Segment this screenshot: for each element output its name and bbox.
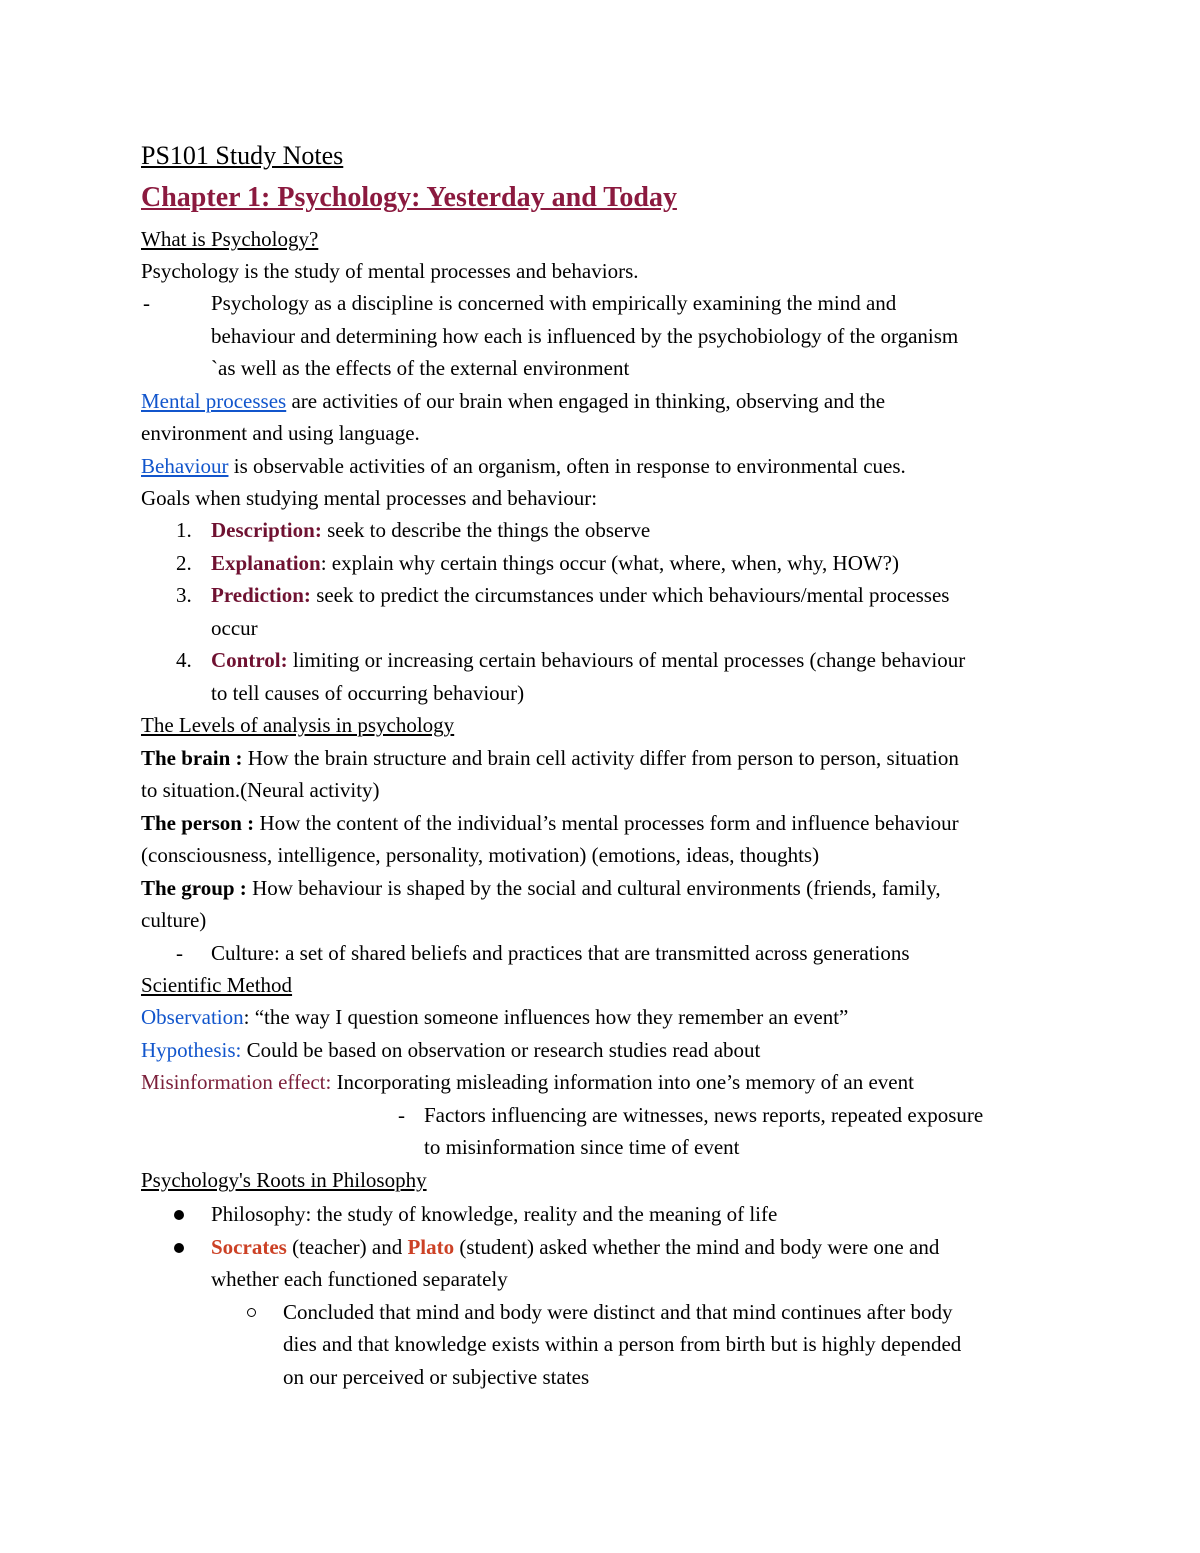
section-heading-what-is-psychology: What is Psychology? xyxy=(141,227,319,251)
dash-marker: - xyxy=(398,1103,405,1127)
hollow-bullet-icon xyxy=(247,1308,256,1317)
goal-item-prediction-continued: occur xyxy=(211,616,258,640)
discipline-line: behaviour and determining how each is influenced by the psychobiology of the organism xyxy=(211,324,959,348)
level-person: The person : How the content of the individual’s mental processes form and influence behaviour xyxy=(141,811,959,835)
goals-intro: Goals when studying mental processes and behaviour: xyxy=(141,486,598,510)
level-brain: The brain : How the brain structure and brain cell activity differ from person to person, situation xyxy=(141,746,959,770)
list-number: 2. xyxy=(176,551,192,575)
level-group-continued: culture) xyxy=(141,908,207,932)
level-group: The group : How behaviour is shaped by the social and cultural environments (friends, family, xyxy=(141,876,941,900)
behaviour-link[interactable]: Behaviour xyxy=(141,454,229,478)
behaviour-paragraph: Behaviour is observable activities of an organism, often in response to environmental cues. xyxy=(141,454,906,478)
section-heading-levels: The Levels of analysis in psychology xyxy=(141,713,455,737)
goal-item-control: Control: limiting or increasing certain behaviours of mental processes (change behaviour xyxy=(211,648,966,672)
goal-item-description: Description: seek to describe the things the observe xyxy=(211,518,651,542)
discipline-line: `as well as the effects of the external environment xyxy=(211,356,630,380)
socrates-plato-bullet: Socrates (teacher) and Plato (student) asked whether the mind and body were one and xyxy=(211,1235,940,1259)
culture-definition: Culture: a set of shared beliefs and practices that are transmitted across generations xyxy=(211,941,910,965)
bullet-icon xyxy=(174,1243,184,1253)
definition-text: Psychology is the study of mental processes and behaviors. xyxy=(141,259,639,283)
goal-item-explanation: Explanation: explain why certain things occur (what, where, when, why, HOW?) xyxy=(211,551,899,575)
goal-item-control-continued: to tell causes of occurring behaviour) xyxy=(211,681,525,705)
mental-processes-paragraph: Mental processes are activities of our brain when engaged in thinking, observing and the xyxy=(141,389,886,413)
mental-processes-link[interactable]: Mental processes xyxy=(141,389,287,413)
mental-processes-continued: environment and using language. xyxy=(141,421,420,445)
factors-line: to misinformation since time of event xyxy=(424,1135,740,1159)
discipline-line: Psychology as a discipline is concerned with empirically examining the mind and xyxy=(211,291,897,315)
bullet-icon xyxy=(174,1210,184,1220)
document-title: PS101 Study Notes xyxy=(141,141,344,170)
philosophy-bullet: Philosophy: the study of knowledge, reality and the meaning of life xyxy=(211,1202,778,1226)
section-heading-philosophy-roots: Psychology's Roots in Philosophy xyxy=(141,1168,427,1192)
observation-line: Observation: “the way I question someone influences how they remember an event” xyxy=(141,1005,849,1029)
concluded-line: on our perceived or subjective states xyxy=(283,1365,590,1389)
socrates-plato-continued: whether each functioned separately xyxy=(211,1267,508,1291)
section-heading-scientific-method: Scientific Method xyxy=(141,973,293,997)
dash-marker: - xyxy=(143,291,150,315)
level-person-continued: (consciousness, intelligence, personality, motivation) (emotions, ideas, thoughts) xyxy=(141,843,820,867)
concluded-line: dies and that knowledge exists within a person from birth but is highly depended xyxy=(283,1332,962,1356)
list-number: 1. xyxy=(176,518,192,542)
list-number: 4. xyxy=(176,648,192,672)
chapter-heading: Chapter 1: Psychology: Yesterday and Today xyxy=(141,182,677,213)
concluded-line: Concluded that mind and body were distinct and that mind continues after body xyxy=(283,1300,953,1324)
hypothesis-line: Hypothesis: Could be based on observation or research studies read about xyxy=(141,1038,761,1062)
misinformation-line: Misinformation effect: Incorporating misleading information into one’s memory of an event xyxy=(141,1070,914,1094)
goal-item-prediction: Prediction: seek to predict the circumstances under which behaviours/mental processes xyxy=(211,583,950,607)
level-brain-continued: to situation.(Neural activity) xyxy=(141,778,380,802)
factors-line: Factors influencing are witnesses, news reports, repeated exposure xyxy=(424,1103,984,1127)
list-number: 3. xyxy=(176,583,192,607)
dash-marker: - xyxy=(176,941,183,965)
